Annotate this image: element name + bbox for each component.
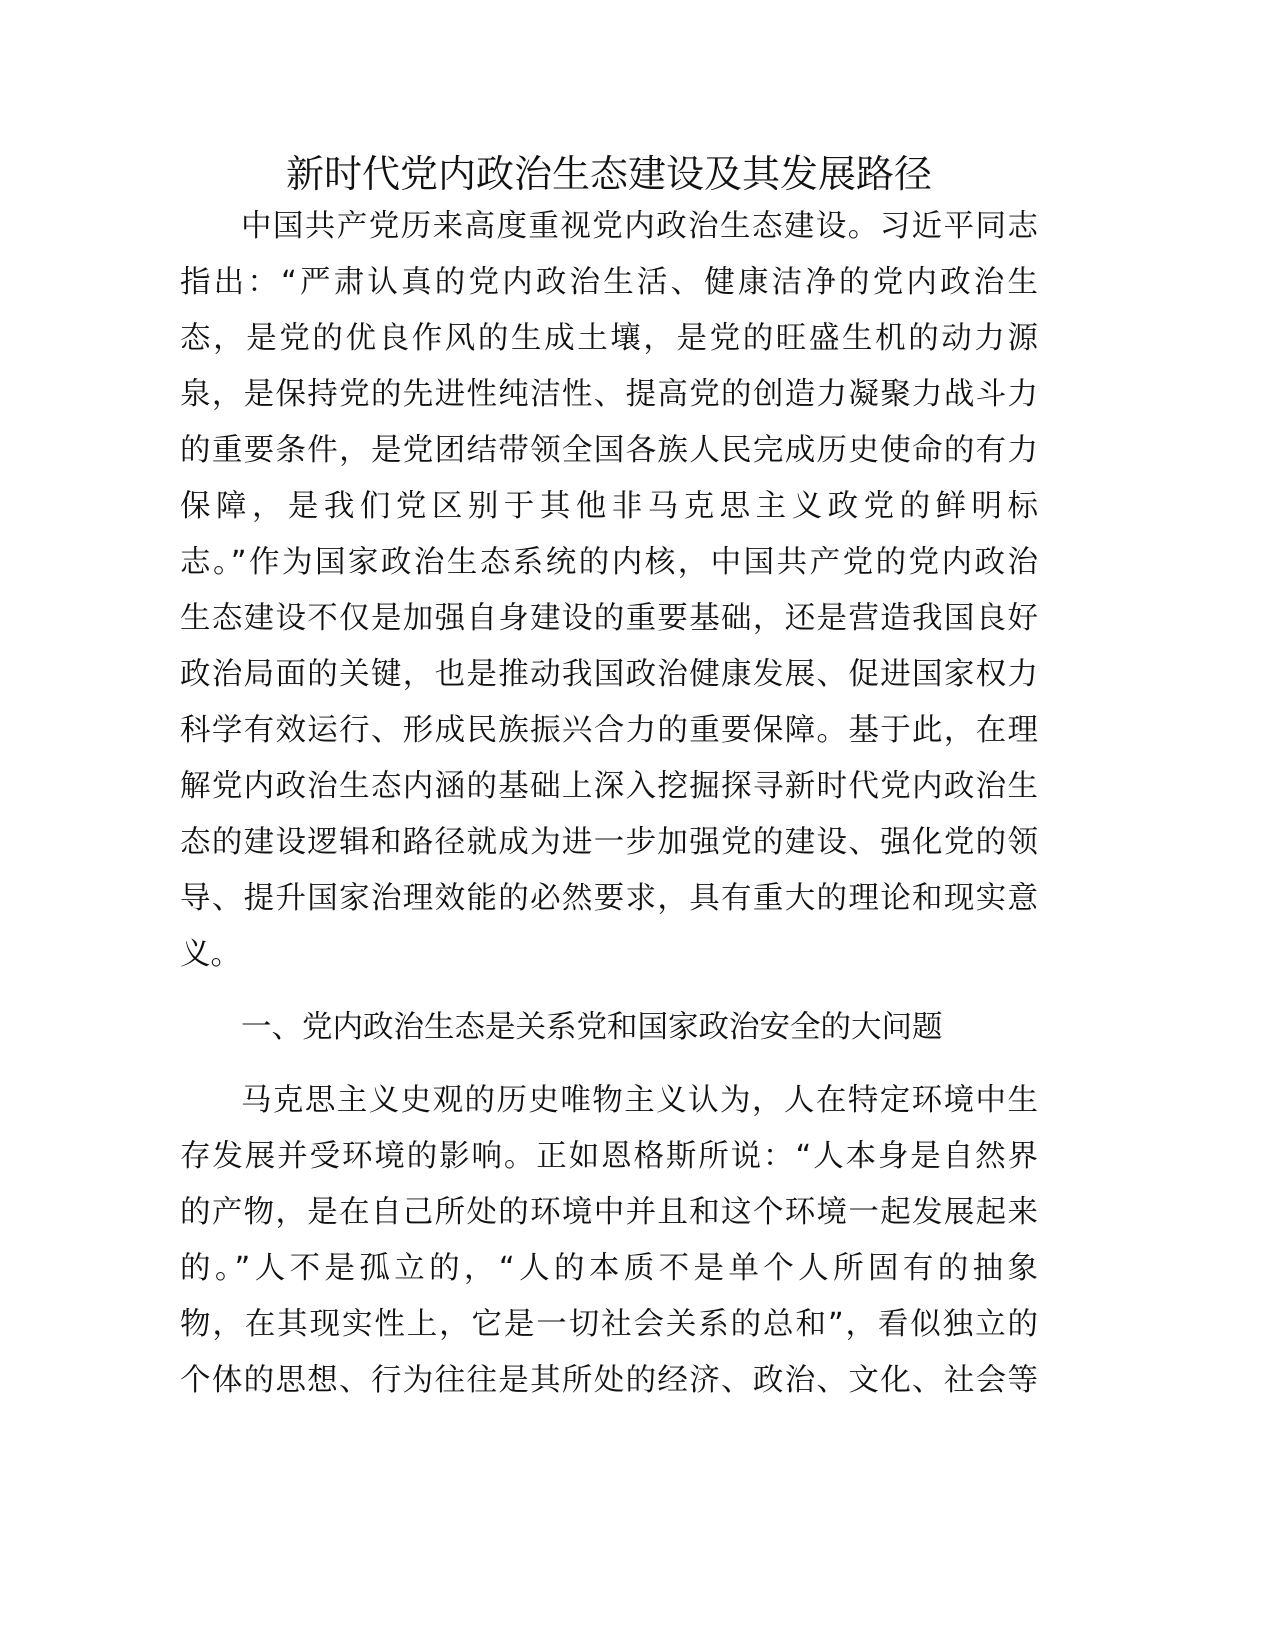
paragraph-1-line-8: 生态建设不仅是加强自身建设的重要基础，还是营造我国良好: [180, 601, 1038, 636]
paragraph-2-line-6: 个体的思想、行为往往是其所处的经济、政治、文化、社会等: [180, 1363, 1038, 1398]
paragraph-2-line-4: 的。”人不是孤立的，“人的本质不是单个人所固有的抽象: [180, 1251, 1038, 1286]
paragraph-2-line-3: 的产物，是在自己所处的环境中并且和这个环境一起发展起来: [180, 1195, 1038, 1230]
paragraph-1-line-3: 态，是党的优良作风的生成土壤，是党的旺盛生机的动力源: [180, 321, 1038, 356]
paragraph-1-line-14: 义。: [180, 937, 241, 972]
paragraph-1-line-6: 保障，是我们党区别于其他非马克思主义政党的鲜明标: [180, 489, 1038, 524]
paragraph-2-line-1: 马克思主义史观的历史唯物主义认为，人在特定环境中生: [241, 1083, 1038, 1118]
section-heading-1: 一、党内政治生态是关系党和国家政治安全的大问题: [241, 1010, 943, 1045]
paragraph-1-line-7: 志。”作为国家政治生态系统的内核，中国共产党的党内政治: [180, 545, 1038, 580]
paragraph-2-line-2: 存发展并受环境的影响。正如恩格斯所说：“人本身是自然界: [180, 1139, 1038, 1174]
paragraph-1-line-4: 泉，是保持党的先进性纯洁性、提高党的创造力凝聚力战斗力: [180, 377, 1038, 412]
paragraph-1-line-12: 态的建设逻辑和路径就成为进一步加强党的建设、强化党的领: [180, 825, 1038, 860]
paragraph-1-line-5: 的重要条件，是党团结带领全国各族人民完成历史使命的有力: [180, 433, 1038, 468]
paragraph-1-line-11: 解党内政治生态内涵的基础上深入挖掘探寻新时代党内政治生: [180, 769, 1038, 804]
paragraph-1-line-13: 导、提升国家治理效能的必然要求，具有重大的理论和现实意: [180, 881, 1038, 916]
paragraph-1-line-1: 中国共产党历来高度重视党内政治生态建设。习近平同志: [241, 209, 1038, 244]
paragraph-2-line-5: 物，在其现实性上，它是一切社会关系的总和”，看似独立的: [180, 1307, 1038, 1342]
paragraph-1-line-2: 指出：“严肃认真的党内政治生活、健康洁净的党内政治生: [180, 265, 1038, 300]
paragraph-1-line-10: 科学有效运行、形成民族振兴合力的重要保障。基于此，在理: [180, 713, 1038, 748]
document-title: 新时代党内政治生态建设及其发展路径: [285, 152, 932, 196]
paragraph-1-line-9: 政治局面的关键，也是推动我国政治健康发展、促进国家权力: [180, 657, 1038, 692]
